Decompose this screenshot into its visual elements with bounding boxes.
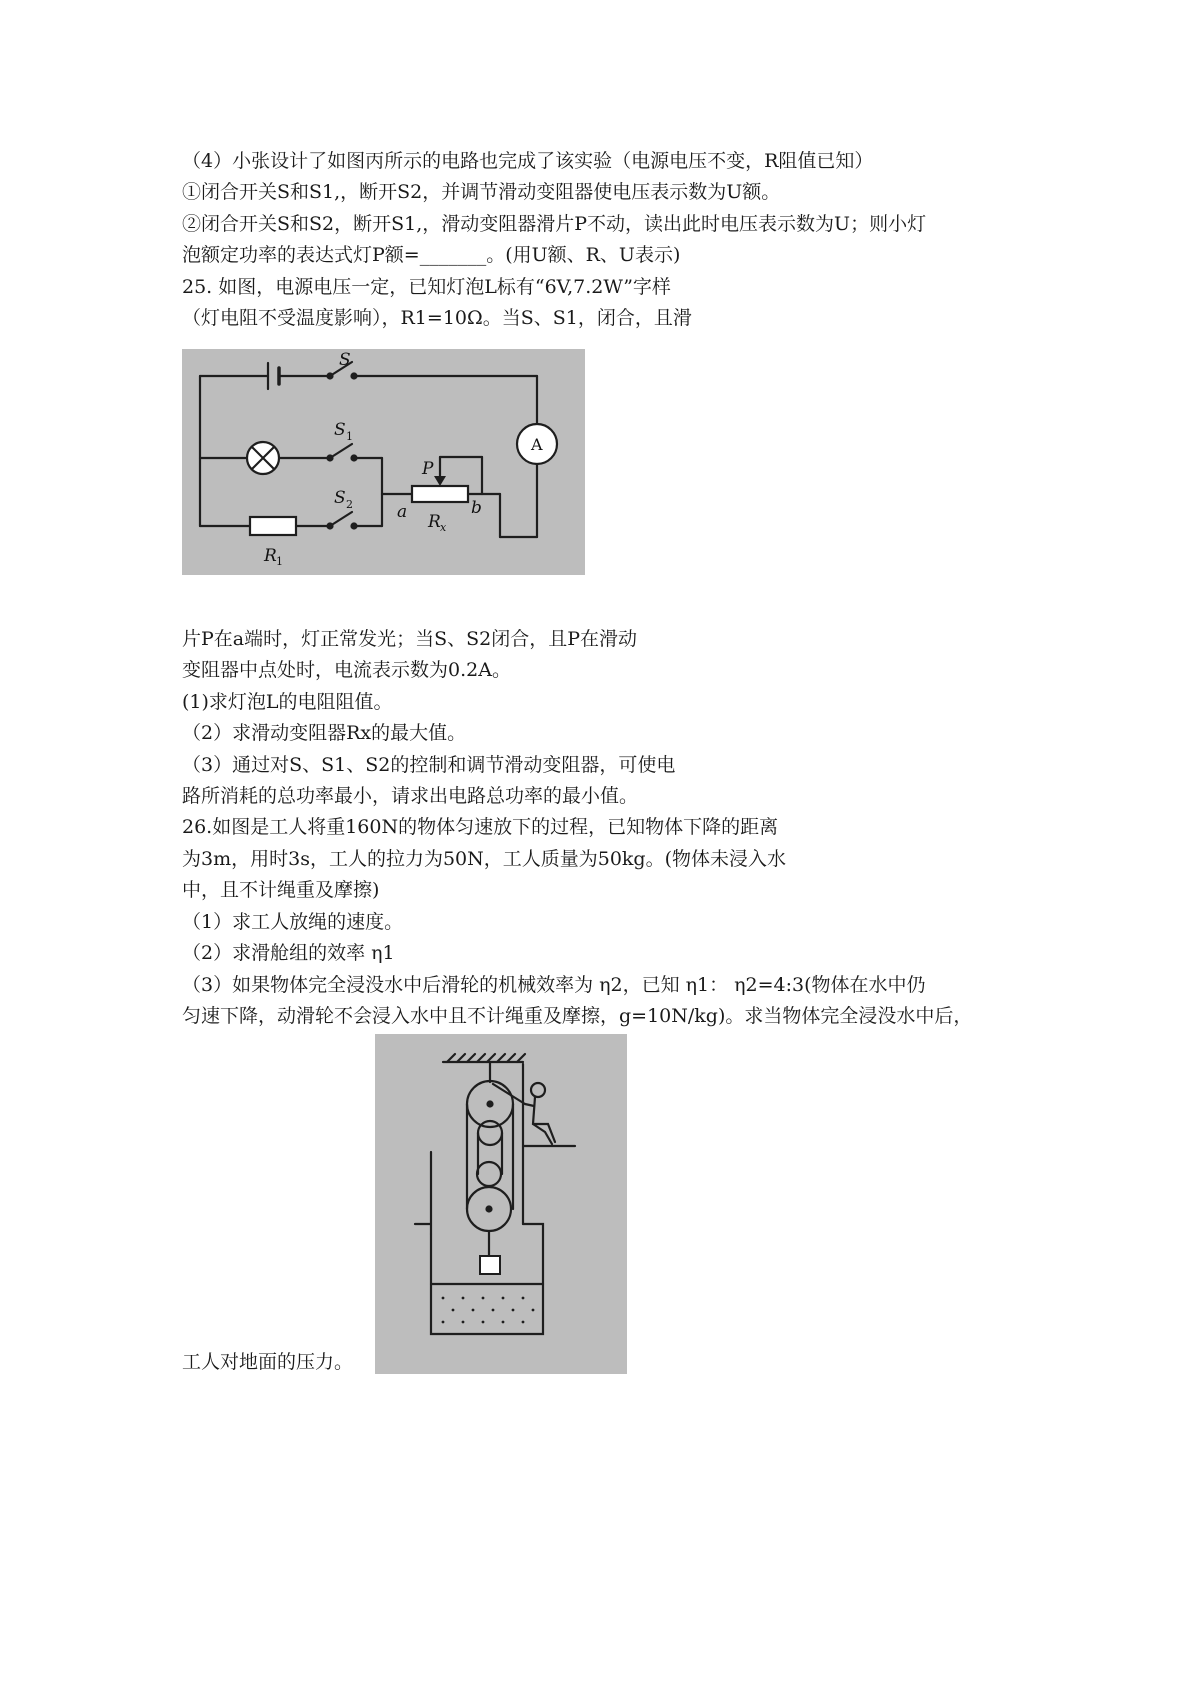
- label-p: P: [422, 459, 434, 479]
- line-q24-part4: （4）小张设计了如图丙所示的电路也完成了该实验（电源电压不变，R阻值已知）: [182, 150, 874, 172]
- line-q24-step2-cont: 泡额定功率的表达式灯P额=_______。(用U额、R、U表示): [182, 244, 681, 266]
- circuit-diagram: [182, 349, 585, 575]
- line-q25-title: 25. 如图，电源电压一定，已知灯泡L标有“6V,7.2W”字样: [182, 276, 671, 298]
- movable-pulley-small: [477, 1162, 501, 1186]
- switch-s1-blade: [330, 444, 352, 458]
- label-a: a: [397, 502, 408, 522]
- r1-resistor: [250, 517, 296, 535]
- line-q26-part1: （1）求工人放绳的速度。: [182, 911, 404, 933]
- hanging-object: [480, 1256, 500, 1274]
- line-q26-final: 工人对地面的压力。: [182, 1351, 354, 1373]
- pulley-diagram: [375, 1034, 627, 1374]
- line-q26-title: 26.如图是工人将重160N的物体匀速放下的过程，已知物体下降的距离: [182, 816, 779, 838]
- line-q25-cont1: （灯电阻不受温度影响），R1=10Ω。当S、S1，闭合，且滑: [182, 307, 692, 329]
- label-ammeter: A: [531, 435, 543, 454]
- label-rx: R: [428, 512, 441, 532]
- line-q24-step1: ①闭合开关S和S1,，断开S2，并调节滑动变阻器使电压表示数为U额。: [182, 181, 781, 203]
- label-r1-sub: 1: [276, 555, 283, 568]
- label-s2: S: [334, 488, 346, 508]
- line-q25-part2: （2）求滑动变阻器Rx的最大值。: [182, 722, 467, 744]
- line-q25-cont2: 片P在a端时，灯正常发光；当S、S2闭合，且P在滑动: [182, 628, 638, 650]
- worker-body: [533, 1097, 552, 1144]
- line-q26-cont1: 为3m，用时3s，工人的拉力为50N，工人质量为50kg。(物体未浸入水: [182, 848, 787, 870]
- line-q26-part3-cont: 匀速下降，动滑轮不会浸入水中且不计绳重及摩擦，g=10N/kg)。求当物体完全浸没水中后，: [182, 1005, 973, 1027]
- line-q26-part2: （2）求滑舱组的效率 η1: [182, 942, 395, 964]
- line-q25-part1: (1)求灯泡L的电阻阻值。: [182, 691, 393, 713]
- line-q26-cont2: 中，且不计绳重及摩擦): [182, 879, 380, 901]
- line-q25-part3: （3）通过对S、S1、S2的控制和调节滑动变阻器，可使电: [182, 754, 676, 776]
- label-s: S: [339, 350, 351, 370]
- fixed-pulley-small: [478, 1121, 502, 1145]
- water-dots: [442, 1297, 535, 1324]
- label-b: b: [471, 498, 482, 518]
- label-s1: S: [334, 420, 346, 440]
- line-q24-step2: ②闭合开关S和S2，断开S1,，滑动变阻器滑片P不动，读出此时电压表示数为U；则小灯: [182, 213, 927, 235]
- rheostat-rx: [412, 486, 468, 502]
- label-rx-sub: x: [440, 521, 447, 534]
- line-q25-part3-cont: 路所消耗的总功率最小，请求出电路总功率的最小值。: [182, 785, 639, 807]
- label-s2-sub: 2: [346, 498, 353, 511]
- label-s1-sub: 1: [346, 430, 353, 443]
- worker-head: [531, 1083, 545, 1097]
- switch-s2-blade: [330, 512, 352, 526]
- label-r1: R: [264, 546, 277, 566]
- slider-arrow-icon: [434, 476, 446, 486]
- line-q26-part3: （3）如果物体完全浸没水中后滑轮的机械效率为 η2，已知 η1： η2=4:3(物体在水中仍: [182, 974, 926, 996]
- line-q25-cont3: 变阻器中点处时，电流表示数为0.2A。: [182, 659, 511, 681]
